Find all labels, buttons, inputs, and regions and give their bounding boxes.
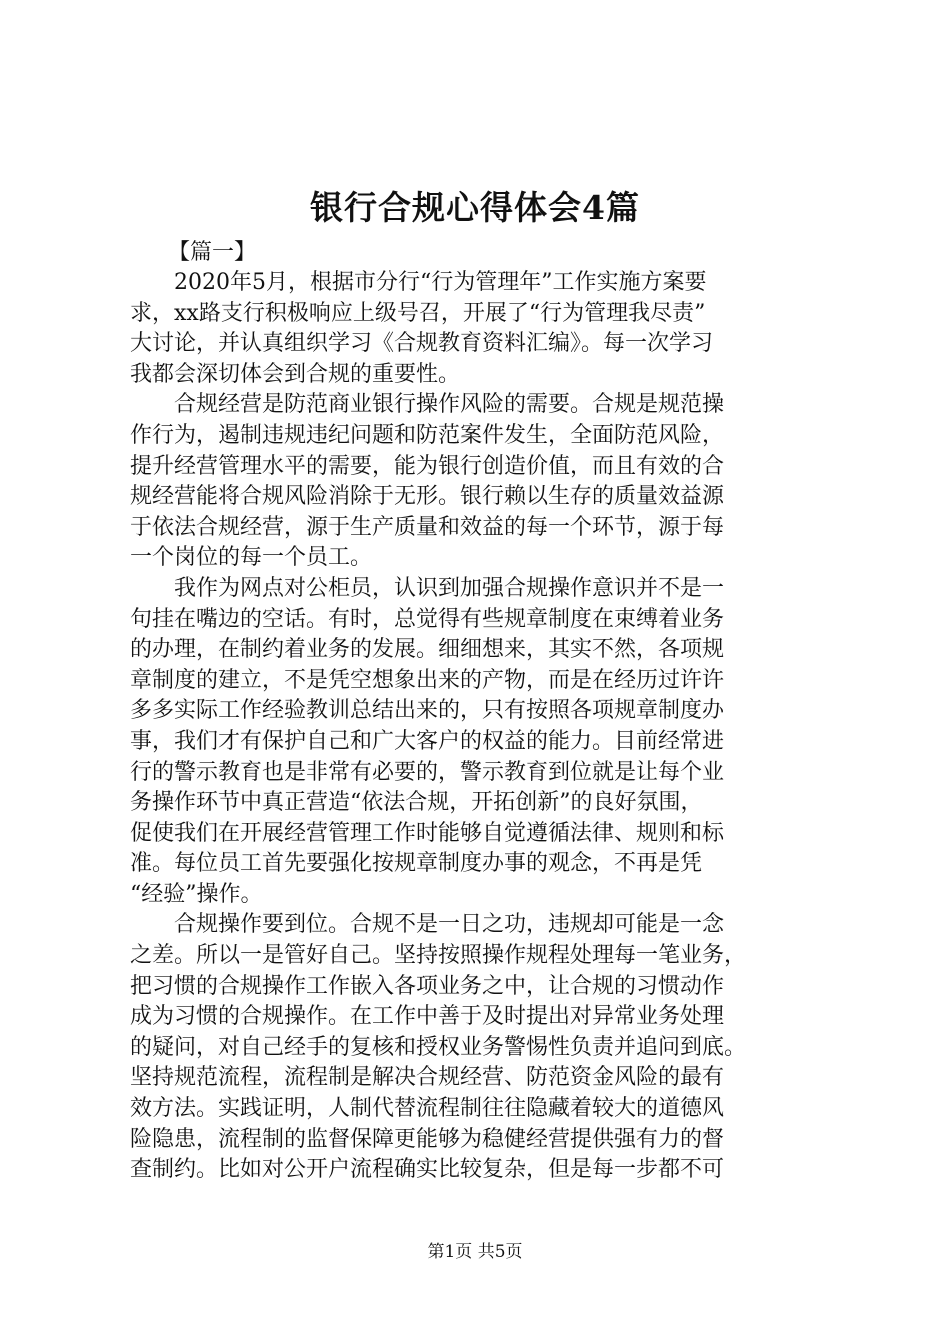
body-line: 事，我们才有保护自己和广大客户的权益的能力。目前经常进 [130,728,725,754]
body-line: 成为习惯的合规操作。在工作中善于及时提出对异常业务处理 [130,1004,725,1030]
section-label: 【篇一】 [168,240,257,265]
body-line: 一个岗位的每一个员工。 [130,545,373,571]
body-line: 促使我们在开展经营管理工作时能够自觉遵循法律、规则和标 [130,820,725,846]
body-line: 句挂在嘴边的空话。有时，总觉得有些规章制度在束缚着业务 [130,606,725,632]
body-line: 准。每位员工首先要强化按规章制度办事的观念，不再是凭 [130,851,703,877]
body-line: 章制度的建立，不是凭空想象出来的产物，而是在经历过许许 [130,667,725,693]
body-line: 2020年5月，根据市分行“行为管理年”工作实施方案要 [130,270,707,295]
body-line: 求，xx路支行积极响应上级号召，开展了“行为管理我尽责” [130,300,706,326]
body-line: 规经营能将合规风险消除于无形。银行赖以生存的质量效益源 [130,484,725,510]
body-line: 之差。所以一是管好自己。坚持按照操作规程处理每一笔业务， [130,943,747,969]
body-line: 我都会深切体会到合规的重要性。 [130,361,461,387]
body-line: 效方法。实践证明，人制代替流程制往往隐藏着较大的道德风 [130,1096,725,1122]
body-line: 行的警示教育也是非常有必要的，警示教育到位就是让每个业 [130,759,725,785]
body-line: 作行为，遏制违规违纪问题和防范案件发生，全面防范风险， [130,422,725,448]
body-line: 的疑问，对自己经手的复核和授权业务警惕性负责并追问到底。 [130,1034,747,1060]
body-line: 我作为网点对公柜员，认识到加强合规操作意识并不是一 [130,575,725,601]
body-line: 把习惯的合规操作工作嵌入各项业务之中，让合规的习惯动作 [130,973,725,999]
body-line: 险隐患，流程制的监督保障更能够为稳健经营提供强有力的督 [130,1126,725,1152]
body-line: 提升经营管理水平的需要，能为银行创造价值，而且有效的合 [130,453,725,479]
document-title: 银行合规心得体会4篇 [310,188,640,227]
body-line: 大讨论，并认真组织学习《合规教育资料汇编》。每一次学习 [130,331,714,357]
body-line: 的办理，在制约着业务的发展。细细想来，其实不然，各项规 [130,637,725,663]
body-line: “经验”操作。 [130,881,263,907]
body-line: 于依法合规经营，源于生产质量和效益的每一个环节，源于每 [130,514,725,540]
body-line: 务操作环节中真正营造“依法合规，开拓创新”的良好氛围， [130,790,703,816]
body-line: 查制约。比如对公开户流程确实比较复杂，但是每一步都不可 [130,1157,725,1183]
document-body [130,268,850,1186]
body-line: 坚持规范流程，流程制是解决合规经营、防范资金风险的最有 [130,1065,725,1091]
body-line: 合规经营是防范商业银行操作风险的需要。合规是规范操 [130,392,725,418]
body-line: 合规操作要到位。合规不是一日之功，违规却可能是一念 [130,912,725,938]
page-footer: 第1页 共5页 [427,1242,523,1262]
body-line: 多多实际工作经验教训总结出来的，只有按照各项规章制度办 [130,698,725,724]
